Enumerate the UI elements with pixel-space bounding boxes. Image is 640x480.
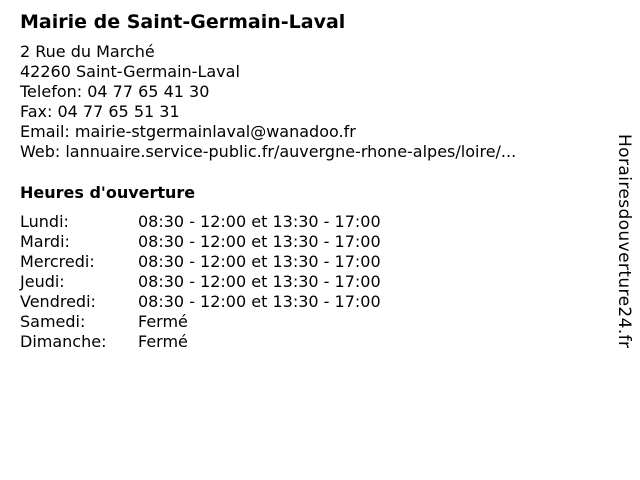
hours-row-dimanche bbox=[20, 332, 600, 352]
day-label: Lundi: bbox=[20, 212, 69, 231]
day-label: Samedi: bbox=[20, 312, 86, 331]
hours-heading: Heures d'ouverture bbox=[20, 183, 196, 202]
hours-row-lundi bbox=[20, 212, 600, 232]
hours-row-vendredi bbox=[20, 292, 600, 312]
day-label: Dimanche: bbox=[20, 332, 107, 351]
fax-number: Fax: 04 77 65 51 31 bbox=[20, 102, 180, 121]
phone-number: Telefon: 04 77 65 41 30 bbox=[20, 82, 210, 101]
day-hours: 08:30 - 12:00 et 13:30 - 17:00 bbox=[138, 212, 381, 231]
hours-row-samedi bbox=[20, 312, 600, 332]
hours-row-jeudi bbox=[20, 272, 600, 292]
hours-table bbox=[20, 212, 600, 352]
hours-row-mercredi bbox=[20, 252, 600, 272]
day-label: Mercredi: bbox=[20, 252, 95, 271]
site-watermark: Horairesdouverture24.fr bbox=[614, 134, 634, 349]
day-label: Vendredi: bbox=[20, 292, 96, 311]
day-label: Jeudi: bbox=[20, 272, 65, 291]
page-title: Mairie de Saint-Germain-Laval bbox=[20, 11, 346, 33]
city-address: 42260 Saint-Germain-Laval bbox=[20, 62, 240, 81]
day-label: Mardi: bbox=[20, 232, 70, 251]
day-hours: 08:30 - 12:00 et 13:30 - 17:00 bbox=[138, 272, 381, 291]
day-hours: 08:30 - 12:00 et 13:30 - 17:00 bbox=[138, 252, 381, 271]
day-hours: 08:30 - 12:00 et 13:30 - 17:00 bbox=[138, 292, 381, 311]
email-address: Email: mairie-stgermainlaval@wanadoo.fr bbox=[20, 122, 356, 141]
day-hours: Fermé bbox=[138, 332, 188, 351]
street-address: 2 Rue du Marché bbox=[20, 42, 155, 61]
business-card bbox=[20, 10, 600, 352]
hours-row-mardi bbox=[20, 232, 600, 252]
day-hours: 08:30 - 12:00 et 13:30 - 17:00 bbox=[138, 232, 381, 251]
day-hours: Fermé bbox=[138, 312, 188, 331]
website-link: Web: lannuaire.service-public.fr/auvergne-rhone-alpes/loire/... bbox=[20, 142, 517, 161]
